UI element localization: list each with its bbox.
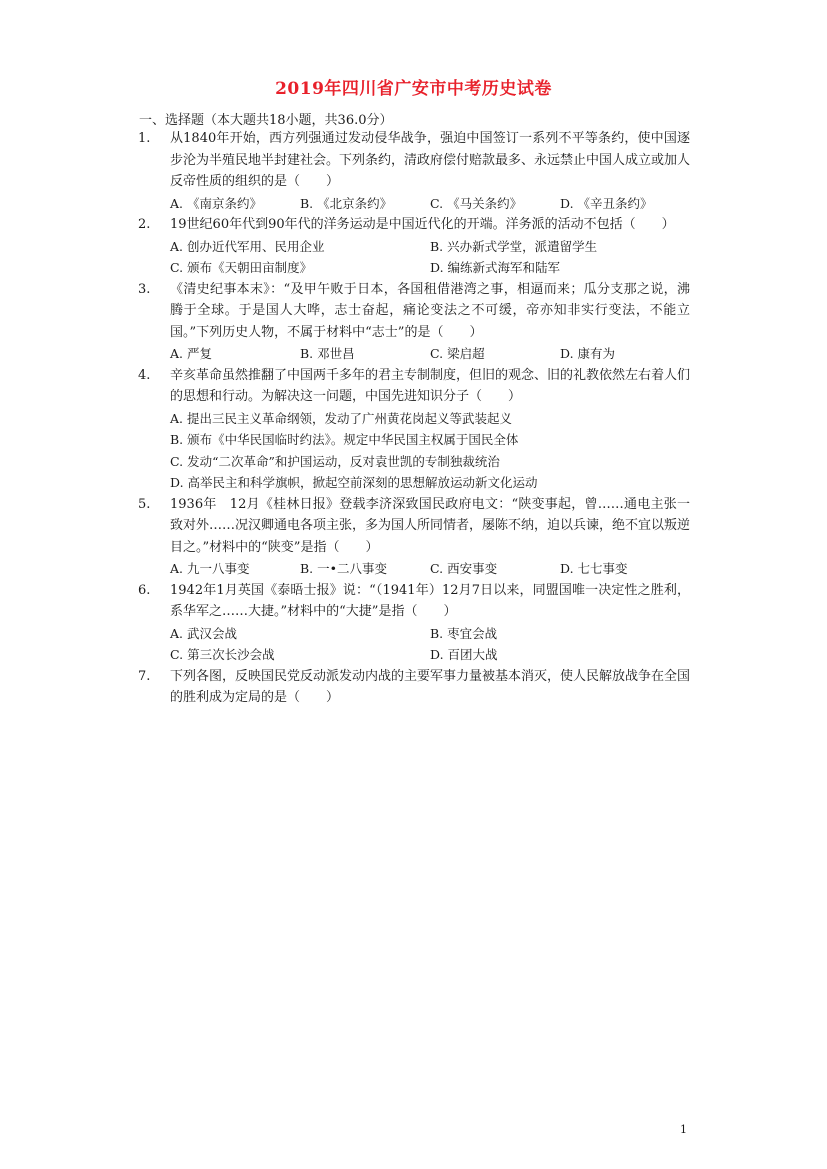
question-text: 1936年 12月《桂林日报》登载李济深致国民政府电文：“陕变事起，曾……通电主张一致对外……况汉卿通电各项主张，多为国人所同情者，屡陈不纳，迫以兵谏，绝不宜以叛逆目之。”材料中的“陕变”是指（ ） [170,496,691,555]
options [170,558,690,580]
option-a: A. 九一八事变 [170,561,250,576]
question-text: 辛亥革命虽然推翻了中国两千多年的君主专制制度，但旧的观念、旧的礼教依然左右着人们的思想和行动。为解决这一问题，中国先进知识分子（ ） [170,367,691,404]
question-number: 2. [138,217,151,232]
option-a: A. 武汉会战 [170,625,237,641]
question-4 [138,365,690,494]
option-d: D. 《辛丑条约》 [560,195,653,211]
option-b: B. 颁布《中华民国临时约法》。规定中华民国主权属于国民全体 [170,432,519,447]
question-text: 1942年1月英国《泰晤士报》说：“（1941年）12月7日以来，同盟国唯一决定性之胜利，系华军之……大捷。”材料中的“大捷”是指（ ） [170,582,690,619]
question-text: 《清史纪事本末》：“及甲午败于日本，各国租借港湾之事，相逼而来；瓜分支那之说，沸腾于全球。于是国人大哗，志士奋起，痛论变法之不可缓，帝亦知非实行变法，不能立国。”下列历史人物，不属于材料中“志士”的是（ ） [170,281,690,340]
question-number: 4. [138,367,151,383]
question-number: 3. [138,281,151,297]
question-5 [138,494,690,580]
question-1 [138,128,690,214]
option-b: B. 《北京条约》 [300,195,393,211]
option-a: A. 《南京条约》 [170,195,262,211]
option-d: D. 编练新式海军和陆军 [430,260,561,275]
page-number: 1 [680,1123,687,1136]
option-c: C. 梁启超 [430,346,485,361]
options [170,623,690,666]
option-a: A. 创办近代军用、民用企业 [170,238,325,254]
question-text: 从1840年开始，西方列强通过发动侵华战争，强迫中国签订一系列不平等条约，使中国逐步沦为半殖民地半封建社会。下列条约，清政府偿付赔款最多、永远禁止中国人成立或加人反帝性质的组织的是（ ） [170,131,691,189]
option-a: A. 提出三民主义革命纲领，发动了广州黄花岗起义等武装起义 [170,410,512,426]
option-d: D. 七七事变 [560,561,628,576]
question-3 [138,279,690,365]
question-6 [138,580,690,666]
question-text: 下列各图，反映国民党反动派发动内战的主要军事力量被基本消灭，使人民解放战争在全国的胜利成为定局的是（ ） [170,668,691,705]
option-c: C. 颁布《天朝田亩制度》 [170,260,313,275]
question-list [138,128,690,709]
option-a: A. 严复 [170,346,212,361]
question-7 [138,666,690,709]
option-c: C. 第三次长沙会战 [170,647,275,662]
question-2 [138,214,690,279]
section-heading: 一、选择题（本大题共18小题，共36.0分） [139,113,393,128]
options [170,343,690,365]
question-number: 1. [138,131,151,146]
option-d: D. 百团大战 [430,647,498,662]
option-d: D. 高举民主和科学旗帜，掀起空前深刻的思想解放运动新文化运动 [170,475,538,490]
options [170,408,690,494]
option-c: C. 发动“二次革命”和护国运动，反对袁世凯的专制独裁统治 [170,453,500,469]
question-number: 5. [138,496,151,512]
question-text: 19世纪60年代到90年代的洋务运动是中国近代化的开端。洋务派的活动不包括（ ） [170,217,675,232]
options [170,236,690,279]
option-b: B. 枣宜会战 [430,625,498,641]
option-b: B. 兴办新式学堂，派遣留学生 [430,238,598,254]
option-c: C. 《马关条约》 [430,195,523,211]
question-number: 7. [138,668,151,684]
page-title: 2019年四川省广安市中考历史试卷 [275,79,552,99]
question-number: 6. [138,582,151,598]
option-c: C. 西安事变 [430,561,498,576]
option-b: B. 邓世昌 [300,346,355,361]
option-b: B. 一•二八事变 [300,561,388,576]
option-d: D. 康有为 [560,346,616,361]
options [170,193,690,215]
